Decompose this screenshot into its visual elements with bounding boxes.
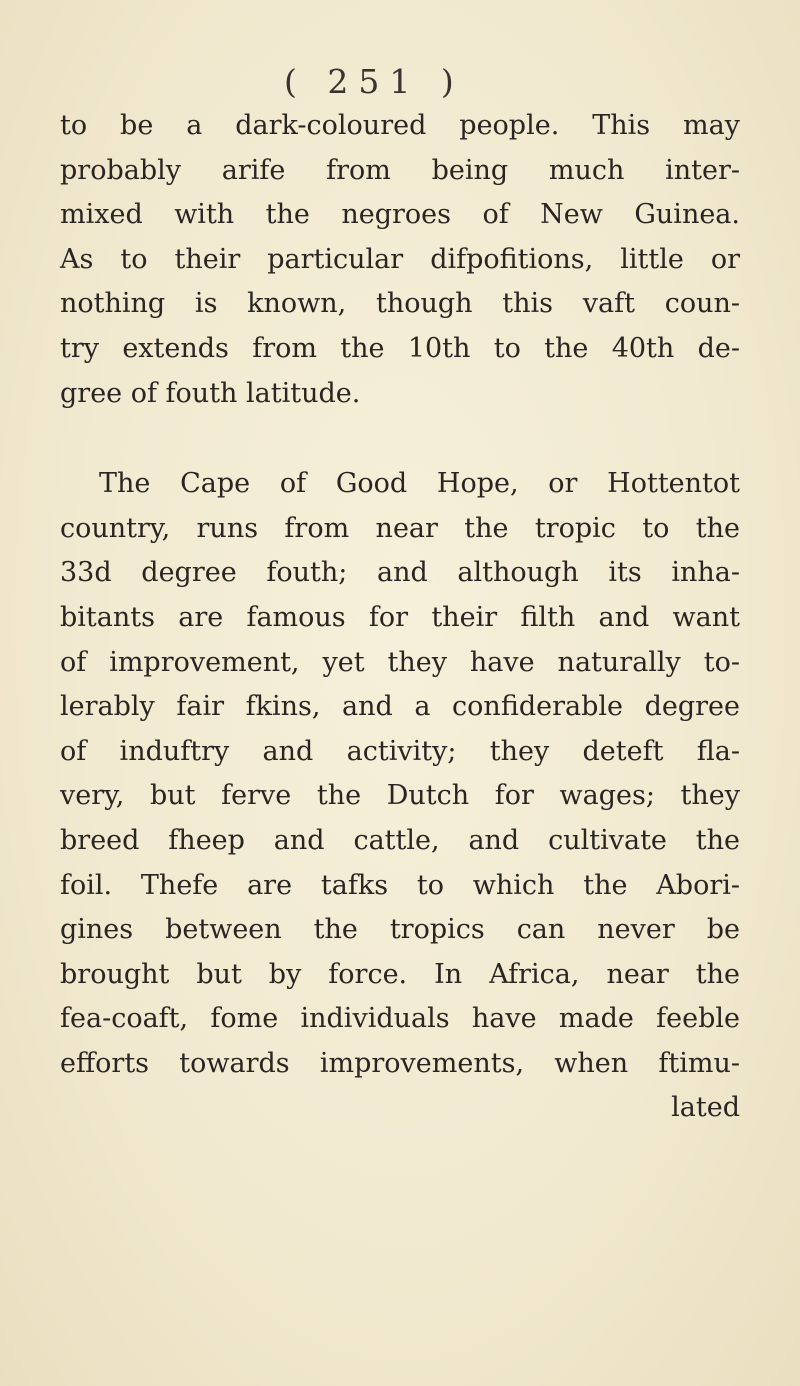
text-line: to be a dark-coloured people. This may: [60, 110, 740, 141]
text-line: country, runs from near the tropic to the: [60, 512, 740, 544]
paragraph-gap: [60, 416, 740, 462]
text-line: of induftry and activity; they deteft fla-: [60, 735, 740, 767]
text-line: efforts towards improvements, when ftimu-: [60, 1047, 740, 1079]
paragraph-1: [60, 104, 740, 416]
text-line: breed fheep and cattle, and cultivate the: [60, 824, 740, 856]
text-line: gree of fouth latitude.: [60, 377, 361, 409]
text-line: foil. Thefe are tafks to which the Abori-: [60, 869, 740, 901]
text-line: probably arife from being much inter-: [60, 154, 740, 186]
text-line: of improvement, yet they have naturally to-: [60, 646, 740, 678]
catchword: lated: [671, 1092, 740, 1124]
text-line: mixed with the negroes of New Guinea.: [60, 199, 740, 231]
text-line: bitants are famous for their filth and want: [60, 601, 740, 633]
paragraph-2: [60, 462, 740, 1086]
text-line: 33d degree fouth; and although its inha-: [60, 557, 740, 589]
page-text: [60, 104, 740, 1131]
text-line: lerably fair fkins, and a confiderable degree: [60, 691, 740, 723]
text-line: The Cape of Good Hope, or Hottentot: [99, 468, 740, 500]
text-line: very, but ferve the Dutch for wages; they: [60, 780, 740, 812]
text-line: As to their particular difpofitions, little or: [60, 243, 740, 275]
text-line: brought but by force. In Africa, near the: [60, 958, 740, 990]
page-number: ( 251 ): [284, 62, 464, 101]
text-line: nothing is known, though this vaft coun-: [60, 288, 740, 320]
text-line: fea-coaft, fome individuals have made feeble: [60, 1003, 740, 1035]
text-line: gines between the tropics can never be: [60, 914, 740, 946]
text-line: try extends from the 10th to the 40th de-: [60, 332, 740, 364]
